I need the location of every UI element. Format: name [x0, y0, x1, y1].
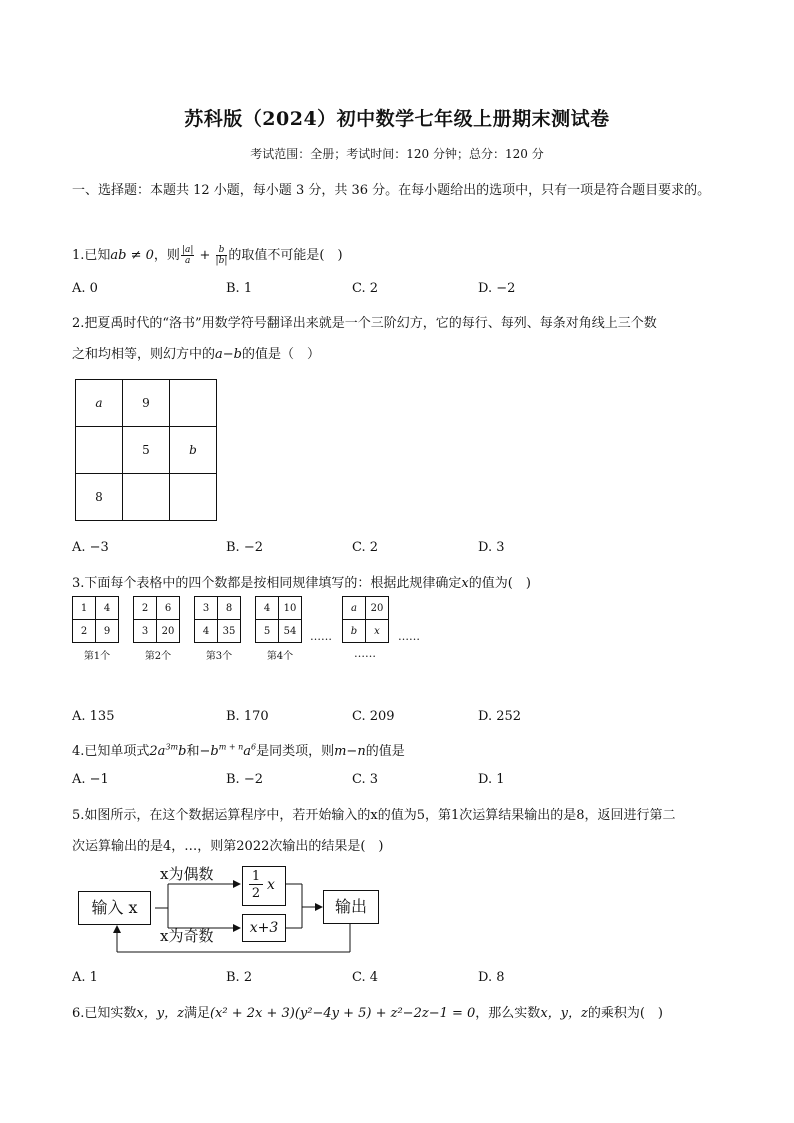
q6-text-a: 6.已知实数 [72, 1006, 137, 1021]
magic-cell: 5 [123, 427, 170, 474]
magic-cell [170, 380, 217, 427]
question-1: 1.已知ab ≠ 0，则 $\frac{|a|}{a}$ + $\frac{b}{|b|}$ 的取值不可能是( ) [72, 245, 343, 266]
q5-line-1: 5.如图所示，在这个数据运算程序中，若开始输入的x的值为5，第1次运算结果输出的是8，返回进行第二 [72, 808, 676, 823]
q1-prefix: 1.已知 [72, 248, 111, 263]
q1-mid: ，则 [153, 248, 180, 263]
magic-cell [123, 474, 170, 521]
q3-option-d[interactable]: D. 252 [478, 709, 522, 724]
q1-option-a[interactable]: A. 0 [72, 281, 98, 296]
q3-var-x: x [461, 576, 469, 591]
q4-text-b: 和 [186, 744, 200, 759]
pattern-cell: 6 [157, 597, 180, 620]
q4-option-b[interactable]: B. −2 [226, 772, 263, 787]
q1-option-b[interactable]: B. 1 [226, 281, 253, 296]
q3-option-b[interactable]: B. 170 [226, 709, 269, 724]
pattern-table-2 [133, 596, 180, 643]
fraction-b-over-abs-b: $\frac{b}{|b|}$ [215, 245, 228, 266]
ellipsis: …… [354, 647, 376, 660]
q4-text-c: 是同类项，则 [256, 744, 335, 759]
q4-option-d[interactable]: D. 1 [478, 772, 505, 787]
monomial-2: $-b^{m + n}a^6$ [199, 742, 257, 759]
q5-option-a[interactable]: A. 1 [72, 970, 98, 985]
q5-option-d[interactable]: D. 8 [478, 970, 505, 985]
magic-cell: 8 [76, 474, 123, 521]
q4-text-d: 的值是 [365, 744, 405, 759]
magic-cell [170, 474, 217, 521]
q4-text-a: 4.已知单项式 [72, 744, 150, 759]
pattern-cell: a [343, 597, 366, 620]
q1-option-d[interactable]: D. −2 [478, 281, 516, 296]
pattern-caption: 第4个 [266, 651, 294, 662]
q2-option-b[interactable]: B. −2 [226, 540, 263, 555]
pattern-cell: 54 [279, 620, 302, 643]
q2-line-2 [72, 343, 320, 362]
q2-expression: a−b [215, 347, 242, 362]
pattern-cell: 5 [256, 620, 279, 643]
magic-cell: 9 [123, 380, 170, 427]
pattern-cell: 20 [366, 597, 389, 620]
output-box: 输出 [323, 890, 379, 924]
q1-suffix: 的取值不可能是( ) [228, 248, 343, 263]
q6-equation: (x² + 2x + 3)(y²−4y + 5) + z²−2z−1 = 0 [209, 1006, 476, 1021]
input-box: 输入 x [78, 891, 151, 925]
fraction-abs-a-over-a: $\frac{|a|}{a}$ [181, 245, 194, 266]
q3-option-a[interactable]: A. 135 [72, 709, 115, 724]
pattern-caption: 第2个 [144, 651, 172, 662]
question-4 [72, 740, 405, 759]
odd-label: x为奇数 [160, 927, 214, 945]
q4-option-a[interactable]: A. −1 [72, 772, 109, 787]
q6-text-d: 的乘积为( ) [587, 1006, 663, 1021]
q3-option-c[interactable]: C. 209 [352, 709, 395, 724]
pattern-cell: 8 [218, 597, 241, 620]
pattern-caption: 第1个 [83, 651, 111, 662]
pattern-cell: 35 [218, 620, 241, 643]
q4-option-c[interactable]: C. 3 [352, 772, 379, 787]
q2-line2-a: 之和均相等，则幻方中的 [72, 347, 216, 362]
q1-condition: ab ≠ 0 [110, 248, 154, 263]
pattern-cell: 4 [195, 620, 218, 643]
q4-expression: m−n [334, 744, 366, 759]
q5-option-b[interactable]: B. 2 [226, 970, 253, 985]
pattern-caption: 第3个 [205, 651, 233, 662]
ellipsis: …… [398, 630, 420, 643]
pattern-cell: x [366, 620, 389, 643]
pattern-cell: 2 [73, 620, 96, 643]
q3-text-a: 3.下面每个表格中的四个数都是按相同规律填写的：根据此规律确定 [72, 576, 462, 591]
pattern-cell: b [343, 620, 366, 643]
even-label: x为偶数 [160, 865, 214, 883]
question-3 [72, 572, 531, 591]
pattern-cell: 10 [279, 597, 302, 620]
plus3-box: x+3 [242, 914, 286, 942]
pattern-table-4 [255, 596, 302, 643]
q6-text-c: ，那么实数 [475, 1006, 541, 1021]
pattern-cell: 2 [134, 597, 157, 620]
q6-vars: x，y，z [136, 1006, 184, 1021]
pattern-cell: 20 [157, 620, 180, 643]
pattern-cell: 4 [96, 597, 119, 620]
pattern-table-1 [72, 596, 119, 643]
magic-cell [76, 427, 123, 474]
exam-info: 考试范围：全册；考试时间：120 分钟；总分：120 分 [250, 147, 544, 161]
pattern-cell: 9 [96, 620, 119, 643]
pattern-cell: 4 [256, 597, 279, 620]
pattern-cell: 1 [73, 597, 96, 620]
monomial-1: $2a^{3m}b$ [149, 742, 187, 759]
magic-square [75, 379, 217, 521]
q6-vars-2: x，y，z [540, 1006, 588, 1021]
question-6 [72, 1002, 663, 1021]
ellipsis: …… [310, 630, 332, 643]
half-box: 1 2 x [242, 866, 286, 906]
pattern-table-n [342, 596, 389, 643]
q1-option-c[interactable]: C. 2 [352, 281, 379, 296]
pattern-cell: 3 [134, 620, 157, 643]
pattern-cell: 3 [195, 597, 218, 620]
q2-option-a[interactable]: A. −3 [72, 540, 109, 555]
q2-line2-b: 的值是（ ） [241, 347, 320, 362]
magic-cell: b [170, 427, 217, 474]
q2-option-d[interactable]: D. 3 [478, 540, 505, 555]
q2-line-1: 2.把夏禹时代的“洛书”用数学符号翻译出来就是一个三阶幻方，它的每行、每列、每条对角线上三个数 [72, 316, 657, 331]
q6-text-b: 满足 [183, 1006, 210, 1021]
q2-option-c[interactable]: C. 2 [352, 540, 379, 555]
page-title: 苏科版（2024）初中数学七年级上册期末测试卷 [184, 108, 610, 130]
q5-line-2: 次运算输出的是4，…，则第2022次输出的结果是( ) [72, 839, 384, 854]
q5-option-c[interactable]: C. 4 [352, 970, 379, 985]
q3-text-b: 的值为( ) [468, 576, 531, 591]
section-heading: 一、选择题：本题共 12 小题，每小题 3 分，共 36 分。在每小题给出的选项中，只有一项是符合题目要求的。 [72, 183, 711, 198]
pattern-table-3 [194, 596, 241, 643]
magic-cell: a [76, 380, 123, 427]
